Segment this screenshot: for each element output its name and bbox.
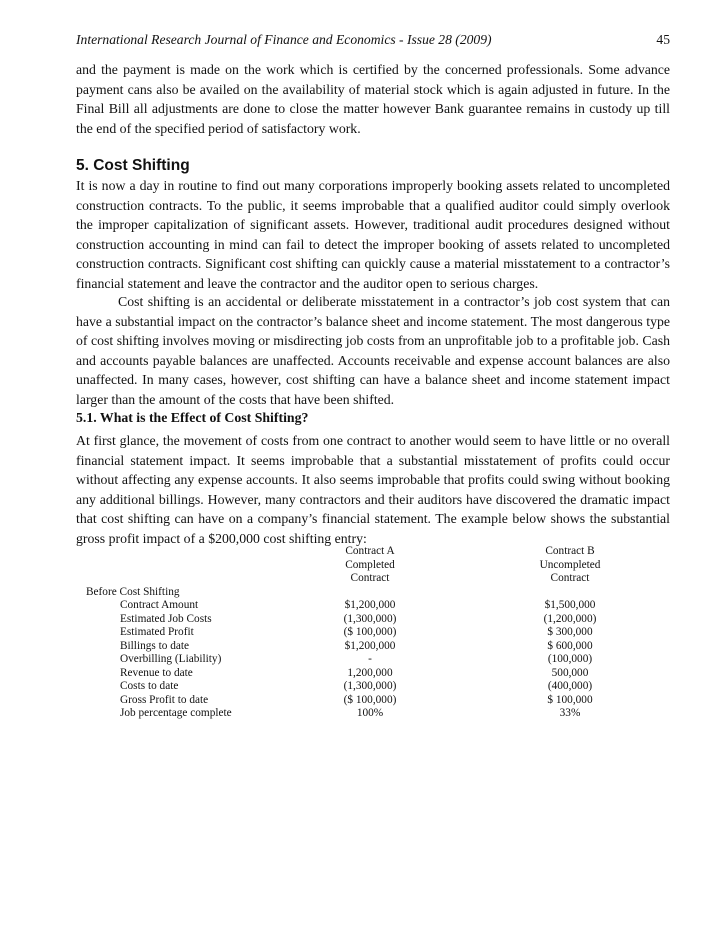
table-row [76,653,670,667]
contract-a-value: (1,300,000) [343,612,397,625]
cost-shifting-table [76,545,670,721]
col-b-header-line: Uncompleted [539,558,601,571]
col-a-header-line: Completed [345,558,395,571]
contract-b-value: (1,200,000) [543,612,597,625]
table-row [76,680,670,694]
col-a-header-line: Contract [350,572,390,584]
running-header [76,32,670,48]
contract-b-value: 500,000 [551,666,589,679]
table-row [76,626,670,640]
contract-a-value: (1,300,000) [343,680,397,692]
subsection-heading: 5.1. What is the Effect of Cost Shifting? [76,410,309,425]
contract-b-value: $1,500,000 [544,599,596,611]
row-label: Billings to date [120,639,190,652]
table-row [76,613,670,627]
table-row [76,707,670,721]
contract-a-value: $1,200,000 [344,639,396,652]
subsection-paragraph: At first glance, the movement of costs from one contract to another would seem to have little or no overall financial statement impact. It seems improbable that a substantial misstatement of profits could occur without affecting any expense accounts. It also seems improbable that profits could swing without booking any additional billings. However, many contractors and their auditors have discovered the dramatic impact that cost shifting can have on a company’s financial statement. The example below shows the substantial gross profit impact of a $200,000 cost shifting entry: [76,433,670,546]
journal-title: International Research Journal of Finance and Economics - Issue 28 (2009) [76,32,492,47]
table-row [76,694,670,708]
contract-a-value: 100% [356,707,384,719]
table-header-row [76,559,670,573]
group-label: Before Cost Shifting [86,585,180,598]
row-label: Estimated Profit [120,626,194,638]
contract-b-value: (100,000) [547,653,593,665]
row-label: Overbilling (Liability) [120,653,222,665]
row-label: Costs to date [120,680,179,692]
section-paragraph-1: It is now a day in routine to find out many corporations improperly booking assets related to uncompleted construction contracts. To the public, it seems improbable that a qualified auditor could simply overlook the improper capitalization of significant assets. However, traditional audit procedures designed without construction accounting in mind can fail to detect the improper booking of assets related to uncompleted construction contracts. Significant cost shifting can quickly cause a material misstatement to a contractor’s financial statement and leave the contractor and the auditor open to serious charges. [76,178,670,291]
col-b-header-line: Contract [550,572,590,584]
contract-a-value: - [368,653,372,665]
row-label: Job percentage complete [120,707,232,719]
table-row [76,640,670,654]
section-heading: 5. Cost Shifting [76,157,190,174]
table-group-row [76,586,670,600]
contract-b-value: 33% [559,707,581,719]
col-a-header-line: Contract A [345,545,395,557]
contract-a-value: ($ 100,000) [343,626,397,638]
contract-b-value: $ 600,000 [547,639,593,652]
page-number: 45 [656,32,670,47]
contract-b-value: $ 100,000 [547,693,593,706]
row-label: Contract Amount [120,599,199,611]
table-header-row [76,545,670,559]
contract-a-value: 1,200,000 [347,666,393,679]
row-label: Revenue to date [120,666,193,679]
contract-a-value: ($ 100,000) [343,693,397,706]
section-paragraph-2: Cost shifting is an accidental or deliberate misstatement in a contractor’s job cost system that can have a substantial impact on the contractor’s balance sheet and income statement. The most dangerous type of cost shifting involves moving or misdirecting job costs from an unprofitable job to a profitable job. Cash and accounts payable balances are unaffected. Accounts receivable and expense account balances are also unaffected. In many cases, however, cost shifting can have a balance sheet and income statement impact larger than the amount of the costs that have been shifted. [76,294,670,407]
row-label: Estimated Job Costs [120,612,212,625]
row-label: Gross Profit to date [120,693,209,706]
contract-a-value: $1,200,000 [344,599,396,611]
contract-b-value: $ 300,000 [547,626,593,638]
contract-b-value: (400,000) [547,680,593,692]
table-row [76,599,670,613]
col-b-header-line: Contract B [545,545,595,557]
table-header-row [76,572,670,586]
intro-paragraph: and the payment is made on the work which is certified by the concerned professionals. Some advance payment cans also be availed on the availability of material stock which is again adjusted in future. In the Final Bill all adjustments are done to close the matter however Bank guarantee remains in custody up till the end of the specified period of satisfactory work. [76,62,670,136]
table-row [76,667,670,681]
